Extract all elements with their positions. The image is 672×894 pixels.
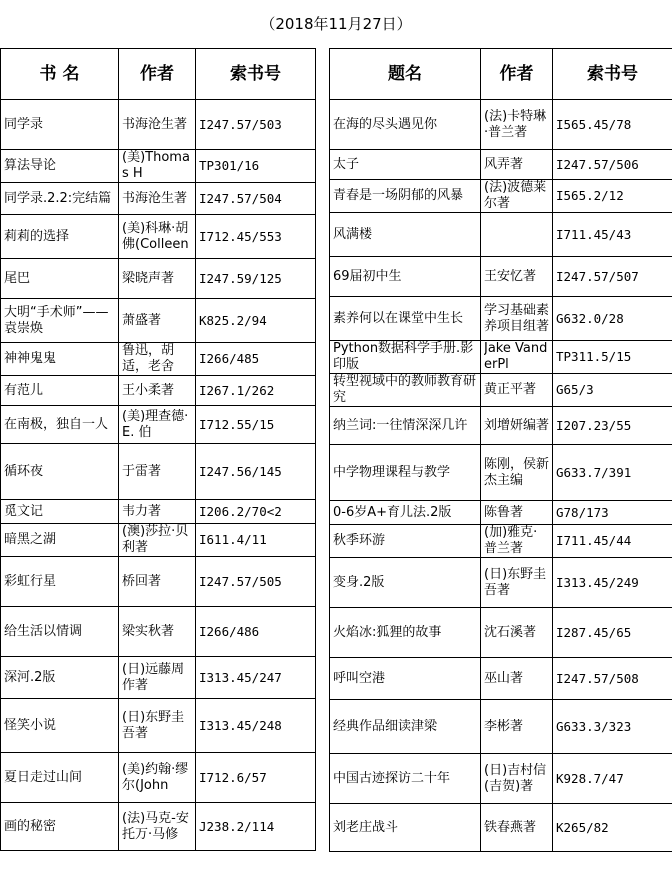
author-text: (美)Thomas H	[122, 150, 190, 181]
author-text: 于雷著	[122, 463, 162, 479]
table-row	[330, 445, 672, 501]
book-title-cell	[330, 658, 481, 700]
call-number-cell	[196, 753, 316, 803]
book-title-text: 秋季环游	[333, 533, 386, 548]
call-number-cell	[196, 500, 316, 524]
table-row	[330, 150, 672, 180]
call-number-text: I247.56/145	[199, 463, 282, 479]
book-title-cell	[1, 150, 119, 183]
book-title-text: Python数据科学手册.影印版	[333, 341, 474, 372]
book-title-cell	[1, 100, 119, 150]
book-title-text: 怪笑小说	[4, 717, 57, 733]
call-number-text: I313.45/247	[199, 669, 282, 685]
author-text: (日)东野圭吾著	[484, 566, 547, 598]
call-number-cell	[196, 607, 316, 657]
book-title-cell	[1, 299, 119, 343]
author-text: 陈刚，侯新杰主编	[484, 456, 549, 488]
call-number-text: G633.3/323	[556, 718, 632, 734]
book-title-text: 素养何以在课堂中生长	[333, 310, 464, 326]
call-number-cell	[196, 524, 316, 557]
author-text: (美)理查德·E. 伯	[122, 408, 189, 440]
author-cell	[481, 297, 553, 341]
table-row	[1, 557, 316, 607]
book-title-cell	[1, 657, 119, 699]
table-row	[1, 183, 316, 215]
book-title-text: 画的秘密	[4, 818, 57, 834]
call-number-text: I206.2/70<2	[199, 503, 282, 519]
author-text: 梁晓声著	[122, 270, 175, 286]
call-number-cell	[553, 341, 672, 374]
call-number-cell	[196, 699, 316, 753]
table-row	[1, 406, 316, 444]
book-title-cell	[1, 699, 119, 753]
book-title-text: 呼叫空港	[333, 670, 386, 686]
call-number-cell	[196, 343, 316, 376]
call-number-cell	[196, 557, 316, 607]
author-text: 陈鲁著	[484, 504, 524, 520]
call-number-text: K825.2/94	[199, 312, 267, 328]
table-row	[1, 215, 316, 259]
call-number-text: J238.2/114	[199, 818, 275, 834]
call-number-cell	[196, 215, 316, 259]
table-row	[330, 407, 672, 445]
book-title-text: 0-6岁A+育儿法.2版	[333, 504, 452, 520]
call-number-cell	[553, 804, 672, 852]
book-title-cell	[330, 445, 481, 501]
author-cell	[119, 150, 196, 183]
author-text: 王小柔著	[122, 382, 175, 398]
book-title-cell	[330, 407, 481, 445]
book-title-text: 太子	[333, 156, 360, 172]
author-cell	[481, 407, 553, 445]
call-number-text: I712.55/15	[199, 416, 275, 432]
author-cell	[481, 501, 553, 525]
author-cell	[481, 700, 553, 754]
author-text: 铁春燕著	[484, 819, 537, 835]
author-cell	[119, 803, 196, 851]
call-number-cell	[553, 257, 672, 297]
author-cell	[481, 558, 553, 608]
call-number-text: I313.45/248	[199, 717, 282, 733]
left-book-table	[0, 48, 316, 851]
call-number-cell	[196, 657, 316, 699]
call-number-cell	[553, 608, 672, 658]
call-number-text: G633.7/391	[556, 464, 632, 480]
call-number-text: I247.57/504	[199, 190, 282, 206]
call-number-cell	[553, 525, 672, 558]
book-title-cell	[330, 501, 481, 525]
author-text: 萧盛著	[122, 312, 162, 328]
book-title-cell	[1, 259, 119, 299]
call-number-text: I712.45/553	[199, 228, 282, 244]
call-number-text: K265/82	[556, 819, 609, 835]
book-title-text: 变身.2版	[333, 574, 385, 590]
author-cell	[119, 557, 196, 607]
author-text: (法)马克-安托万·马修	[122, 810, 189, 842]
table-row	[1, 444, 316, 500]
table-row	[1, 803, 316, 851]
book-title-text: 同学录	[4, 116, 44, 132]
book-title-cell	[330, 100, 481, 150]
date-line: （2018年11月27日）	[260, 15, 412, 33]
call-number-text: I247.57/507	[556, 268, 639, 284]
table-row	[330, 374, 672, 407]
call-number-text: I266/485	[199, 351, 260, 366]
author-cell	[119, 406, 196, 444]
book-title-text: 火焰冰:狐狸的故事	[333, 624, 442, 640]
call-number-cell	[196, 259, 316, 299]
table-row	[1, 259, 316, 299]
book-title-text: 暗黑之湖	[4, 532, 57, 547]
book-title-cell	[1, 500, 119, 524]
author-text: 桥回著	[122, 573, 162, 589]
call-number-cell	[553, 180, 672, 213]
table-row	[1, 657, 316, 699]
author-cell	[481, 213, 553, 257]
call-number-cell	[553, 700, 672, 754]
book-title-cell	[1, 803, 119, 851]
author-cell	[119, 299, 196, 343]
author-text: 巫山著	[484, 670, 524, 686]
author-cell	[119, 343, 196, 376]
author-text: 沈石溪著	[484, 624, 537, 640]
call-number-cell	[196, 150, 316, 183]
call-number-cell	[553, 374, 672, 407]
book-title-text: 觅文记	[4, 503, 44, 519]
author-cell	[481, 608, 553, 658]
call-number-text: K928.7/47	[556, 770, 624, 786]
author-text: 李彬著	[484, 718, 524, 734]
call-number-cell	[196, 406, 316, 444]
call-number-text: I711.45/44	[556, 533, 632, 548]
author-cell	[481, 445, 553, 501]
book-title-cell	[330, 700, 481, 754]
author-text: 风弄著	[484, 156, 524, 172]
author-cell	[119, 215, 196, 259]
book-title-text: 算法导论	[4, 158, 57, 173]
table-row	[330, 754, 672, 804]
book-title-text: 刘老庄战斗	[333, 819, 399, 835]
header-call-number: 索书号	[553, 49, 672, 100]
book-title-text: 彩虹行星	[4, 573, 57, 589]
call-number-cell	[196, 803, 316, 851]
table-row	[330, 100, 672, 150]
call-number-cell	[553, 150, 672, 180]
book-title-cell	[1, 406, 119, 444]
author-cell	[119, 699, 196, 753]
call-number-text: I313.45/249	[556, 574, 639, 590]
book-title-cell	[330, 525, 481, 558]
book-title-text: 神神鬼鬼	[4, 351, 57, 366]
book-title-cell	[330, 150, 481, 180]
book-title-cell	[1, 753, 119, 803]
author-text: 鲁迅，胡适，老舍	[122, 343, 175, 374]
book-title-text: 循环夜	[4, 463, 44, 479]
call-number-cell	[553, 213, 672, 257]
header-call-number: 索书号	[196, 49, 316, 100]
book-title-text: 莉莉的选择	[4, 228, 70, 244]
author-text: (日)东野圭吾著	[122, 709, 185, 741]
table-row	[330, 297, 672, 341]
book-title-text: 有范儿	[4, 382, 44, 398]
call-number-cell	[553, 297, 672, 341]
table-row	[1, 150, 316, 183]
book-title-cell	[1, 607, 119, 657]
table-row	[330, 700, 672, 754]
book-title-cell	[330, 341, 481, 374]
table-row	[1, 500, 316, 524]
author-text: 梁实秋著	[122, 623, 175, 639]
author-text: (法)卡特琳·普兰著	[484, 108, 547, 140]
header-author: 作者	[481, 49, 553, 100]
call-number-text: I247.59/125	[199, 270, 282, 286]
book-title-cell	[330, 804, 481, 852]
call-number-text: I565.45/78	[556, 116, 632, 132]
call-number-text: I247.57/508	[556, 670, 639, 686]
author-cell	[119, 376, 196, 406]
table-row	[1, 376, 316, 406]
author-cell	[481, 100, 553, 150]
call-number-cell	[553, 558, 672, 608]
call-number-text: G632.0/28	[556, 310, 624, 326]
author-text: 刘增妍编著	[484, 417, 549, 433]
book-title-cell	[330, 180, 481, 213]
author-cell	[119, 657, 196, 699]
right-book-table	[329, 48, 672, 852]
author-cell	[481, 754, 553, 804]
author-cell	[119, 444, 196, 500]
book-title-cell	[330, 213, 481, 257]
call-number-text: I712.6/57	[199, 769, 267, 785]
book-title-cell	[1, 215, 119, 259]
author-text: Jake VanderPl	[484, 341, 548, 372]
author-text: (美)约翰·缪尔(John	[122, 761, 189, 793]
author-cell	[481, 658, 553, 700]
book-title-text: 同学录.2.2:完结篇	[4, 190, 112, 206]
book-title-text: 尾巴	[4, 270, 31, 286]
call-number-text: I207.23/55	[556, 417, 632, 433]
book-title-cell	[330, 754, 481, 804]
call-number-text: I565.2/12	[556, 188, 624, 203]
call-number-cell	[553, 754, 672, 804]
book-title-text: 转型视域中的教师教育研究	[333, 374, 477, 405]
table-row	[330, 341, 672, 374]
table-row	[330, 558, 672, 608]
book-title-text: 纳兰词:一往情深深几许	[333, 417, 468, 433]
book-title-text: 给生活以情调	[4, 623, 83, 639]
call-number-text: TP301/16	[199, 158, 260, 173]
header-title: 书 名	[1, 49, 119, 100]
table-row	[330, 608, 672, 658]
book-title-cell	[1, 376, 119, 406]
table-row	[330, 180, 672, 213]
table-row	[1, 753, 316, 803]
book-title-cell	[1, 524, 119, 557]
call-number-cell	[196, 100, 316, 150]
author-text: (日)远藤周作著	[122, 661, 185, 693]
call-number-text: I247.57/506	[556, 156, 639, 172]
book-title-cell	[1, 444, 119, 500]
call-number-cell	[196, 183, 316, 215]
call-number-cell	[553, 100, 672, 150]
table-row	[1, 607, 316, 657]
author-text: 韦力著	[122, 503, 162, 519]
call-number-cell	[196, 444, 316, 500]
call-number-text: I247.57/503	[199, 116, 282, 132]
book-title-text: 夏日走过山间	[4, 769, 83, 785]
book-title-cell	[330, 257, 481, 297]
call-number-text: G65/3	[556, 382, 594, 397]
author-cell	[481, 804, 553, 852]
book-title-cell	[330, 374, 481, 407]
author-text: 王安忆著	[484, 268, 537, 284]
author-cell	[119, 524, 196, 557]
book-title-cell	[1, 557, 119, 607]
author-cell	[481, 374, 553, 407]
book-title-text: 在海的尽头遇见你	[333, 116, 438, 132]
author-text: 书海沧生著	[122, 116, 188, 132]
call-number-text: I611.4/11	[199, 532, 267, 547]
author-text: (加)雅克·普兰著	[484, 525, 538, 556]
table-row	[330, 525, 672, 558]
author-cell	[481, 525, 553, 558]
book-title-text: 经典作品细读津梁	[333, 718, 438, 734]
table-row	[330, 658, 672, 700]
call-number-cell	[196, 299, 316, 343]
call-number-text: I711.45/43	[556, 226, 632, 242]
author-cell	[481, 257, 553, 297]
book-title-text: 中学物理课程与教学	[333, 464, 451, 480]
book-title-text: 青春是一场阴郁的风暴	[333, 188, 464, 203]
book-title-cell	[1, 183, 119, 215]
author-cell	[119, 500, 196, 524]
table-row	[330, 501, 672, 525]
call-number-text: I247.57/505	[199, 573, 282, 589]
book-title-cell	[330, 558, 481, 608]
author-cell	[119, 259, 196, 299]
table-row	[1, 524, 316, 557]
book-title-text: 风满楼	[333, 226, 373, 242]
table-row	[330, 804, 672, 852]
header-title: 题名	[330, 49, 481, 100]
call-number-text: I287.45/65	[556, 624, 632, 640]
book-title-cell	[330, 297, 481, 341]
author-text: (澳)莎拉·贝利著	[122, 524, 189, 555]
author-text: 书海沧生著	[122, 190, 188, 206]
table-row	[1, 699, 316, 753]
author-text: (美)科琳·胡佛(Colleen	[122, 220, 189, 252]
book-title-text: 深河.2版	[4, 669, 56, 685]
call-number-text: G78/173	[556, 504, 609, 520]
call-number-text: TP311.5/15	[556, 349, 632, 364]
call-number-cell	[553, 658, 672, 700]
table-row	[1, 343, 316, 376]
book-title-text: 大明“手术师”——袁崇焕	[4, 304, 109, 336]
book-title-cell	[330, 608, 481, 658]
call-number-text: I267.1/262	[199, 382, 275, 398]
book-title-cell	[1, 343, 119, 376]
call-number-cell	[553, 407, 672, 445]
header-author: 作者	[119, 49, 196, 100]
author-cell	[119, 607, 196, 657]
author-cell	[119, 183, 196, 215]
author-cell	[481, 180, 553, 213]
author-text: (日)吉村信(吉贺)著	[484, 762, 547, 794]
table-row	[1, 299, 316, 343]
author-text: 学习基础素养项目组著	[484, 302, 549, 334]
book-title-text: 在南极，独自一人	[4, 416, 109, 432]
author-cell	[481, 150, 553, 180]
call-number-cell	[553, 501, 672, 525]
author-cell	[481, 341, 553, 374]
book-title-text: 69届初中生	[333, 268, 402, 284]
call-number-text: I266/486	[199, 623, 260, 639]
author-text: 黄正平著	[484, 382, 537, 397]
call-number-cell	[196, 376, 316, 406]
book-title-text: 中国古迹探访二十年	[333, 770, 451, 786]
call-number-cell	[553, 445, 672, 501]
table-row	[330, 213, 672, 257]
author-cell	[119, 100, 196, 150]
author-text: (法)波德莱尔著	[484, 180, 547, 211]
author-cell	[119, 753, 196, 803]
table-row	[1, 100, 316, 150]
table-row	[330, 257, 672, 297]
